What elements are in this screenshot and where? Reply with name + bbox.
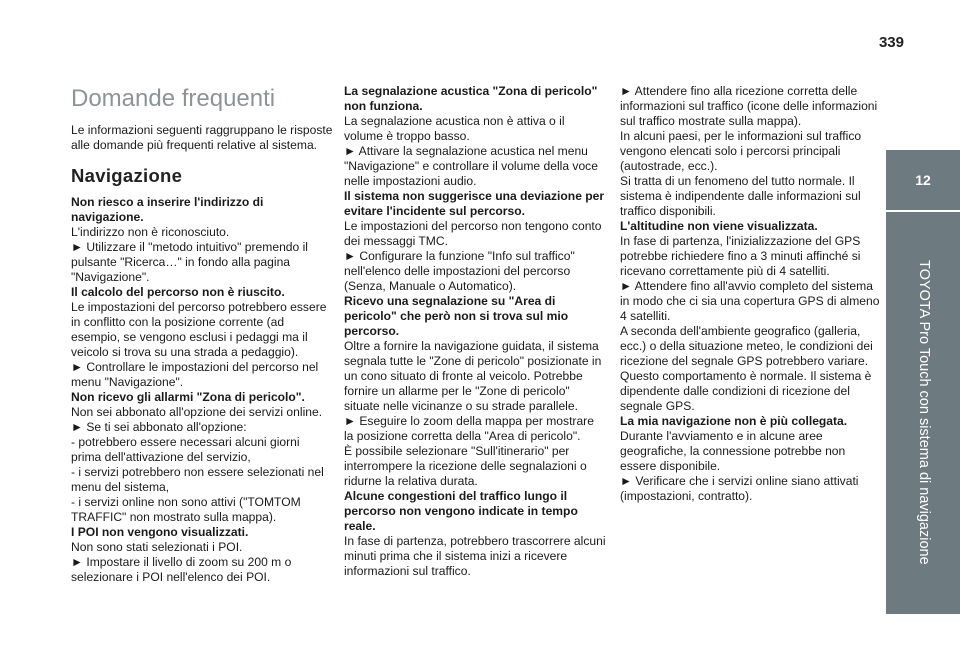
answer-text: Questo comportamento è normale. Il sistema è dipendente dalle condizioni di ricezione del segnale GPS. bbox=[620, 369, 872, 413]
column-2-body bbox=[344, 84, 606, 579]
answer-text: ► Attendere fino all'avvio completo del sistema in modo che ci sia una copertura GPS di almeno 4 satelliti. bbox=[620, 279, 880, 323]
question-text: Il sistema non suggerisce una deviazione per evitare l'incidente sul percorso. bbox=[344, 189, 605, 218]
chapter-title: TOYOTA Pro Touch con sistema di navigazione bbox=[916, 259, 932, 565]
answer-text: - i servizi potrebbero non essere selezionati nel menu del sistema, bbox=[71, 465, 324, 494]
answer-text: Le impostazioni del percorso non tengono conto dei messaggi TMC. bbox=[344, 219, 602, 248]
question-text: Alcune congestioni del traffico lungo il percorso non vengono indicate in tempo reale. bbox=[344, 489, 578, 533]
answer-text: ► Verificare che i servizi online siano attivati (impostazioni, contratto). bbox=[620, 474, 859, 503]
answer-text: ► Controllare le impostazioni del percorso nel menu "Navigazione". bbox=[71, 360, 319, 389]
answer-text: - i servizi online non sono attivi ("TOMTOM TRAFFIC" non mostrato sulla mappa). bbox=[71, 495, 301, 524]
answer-text: Le impostazioni del percorso potrebbero essere in conflitto con la posizione corrente (ad esempio, se vengono esclusi i pedaggi ma il veicolo si trova su una strada a pedaggio). bbox=[71, 300, 327, 359]
answer-text: Non sono stati selezionati i POI. bbox=[71, 540, 243, 554]
question-text: Non riesco a inserire l'indirizzo di navigazione. bbox=[71, 195, 264, 224]
column-1-body bbox=[71, 195, 333, 585]
text-column-3 bbox=[620, 84, 882, 504]
answer-text: Durante l'avviamento e in alcune aree geografiche, la connessione potrebbe non essere disponibile. bbox=[620, 429, 846, 473]
answer-text: ► Utilizzare il "metodo intuitivo" premendo il pulsante "Ricerca…" in fondo alla pagina "Navigazione". bbox=[71, 240, 308, 284]
chapter-number: 12 bbox=[915, 172, 931, 188]
question-text: I POI non vengono visualizzati. bbox=[71, 525, 249, 539]
chapter-number-box bbox=[886, 150, 960, 210]
answer-text: In fase di partenza, potrebbero trascorrere alcuni minuti prima che il sistema inizi a ricevere informazioni sul traffico. bbox=[344, 534, 606, 578]
main-heading: Domande frequenti bbox=[71, 85, 276, 112]
answer-text: È possibile selezionare "Sull'itinerario" per interrompere la ricezione delle segnalazioni o ridurne la relativa durata. bbox=[344, 444, 587, 488]
question-text: Non ricevo gli allarmi "Zona di pericolo". bbox=[71, 390, 305, 404]
question-text: Ricevo una segnalazione su "Area di pericolo" che però non si trova sul mio percorso. bbox=[344, 294, 569, 338]
answer-text: - potrebbero essere necessari alcuni giorni prima dell'attivazione del servizio, bbox=[71, 435, 300, 464]
answer-text: ► Configurare la funzione "Info sul traffico" nell'elenco delle impostazioni del percorso (Senza, Manuale o Automatico). bbox=[344, 249, 575, 293]
question-text: L'altitudine non viene visualizzata. bbox=[620, 219, 818, 233]
answer-text: ► Attivare la segnalazione acustica nel menu "Navigazione" e controllare il volume della voce nelle impostazioni audio. bbox=[344, 144, 598, 188]
question-text: La mia navigazione non è più collegata. bbox=[620, 414, 848, 428]
answer-text: ► Impostare il livello di zoom su 200 m o selezionare i POI nell'elenco dei POI. bbox=[71, 555, 292, 584]
answer-text: In alcuni paesi, per le informazioni sul traffico vengono elencati solo i percorsi principali (autostrade, ecc.). bbox=[620, 129, 862, 173]
column-3-body bbox=[620, 84, 882, 504]
answer-text: Non sei abbonato all'opzione dei servizi online. bbox=[71, 405, 323, 419]
section-heading: Navigazione bbox=[71, 165, 183, 186]
answer-text: ► Eseguire lo zoom della mappa per mostrare la posizione corretta della "Area di pericolo". bbox=[344, 414, 594, 443]
question-text: Il calcolo del percorso non è riuscito. bbox=[71, 285, 285, 299]
question-text: La segnalazione acustica "Zona di pericolo" non funziona. bbox=[344, 84, 598, 113]
intro-paragraph: Le informazioni seguenti raggruppano le risposte alle domande più frequenti relative al sistema. bbox=[71, 123, 333, 152]
answer-text: Si tratta di un fenomeno del tutto normale. Il sistema è indipendente dalle informazioni sul traffico disponibili. bbox=[620, 174, 861, 218]
answer-text: ► Attendere fino alla ricezione corretta delle informazioni sul traffico (icone delle informazioni sul traffico mostrate sulla mappa). bbox=[620, 84, 878, 128]
answer-text: L'indirizzo non è riconosciuto. bbox=[71, 225, 230, 239]
answer-text: A seconda dell'ambiente geografico (galleria, ecc.) o della situazione meteo, le condizioni dei ricezione del segnale GPS potrebbero variare. bbox=[620, 324, 873, 368]
answer-text: Oltre a fornire la navigazione guidata, il sistema segnala tutte le "Zone di pericolo" posizionate in un cono situato di fronte al veicolo. Potrebbe fornire un allarme per le "Zone di pericolo" situate nelle vicinanze o su strade parallele. bbox=[344, 339, 602, 413]
chapter-tab-divider bbox=[886, 210, 960, 212]
answer-text: La segnalazione acustica non è attiva o il volume è troppo basso. bbox=[344, 114, 565, 143]
answer-text: In fase di partenza, l'inizializzazione del GPS potrebbe richiedere fino a 3 minuti affinché si ricevano correttamente più di 4 satelliti. bbox=[620, 234, 861, 278]
answer-text: ► Se ti sei abbonato all'opzione: bbox=[71, 420, 247, 434]
text-column-2 bbox=[344, 84, 606, 579]
chapter-side-tab bbox=[886, 150, 960, 614]
page-number: 339 bbox=[878, 34, 904, 51]
text-column-1 bbox=[71, 84, 333, 585]
